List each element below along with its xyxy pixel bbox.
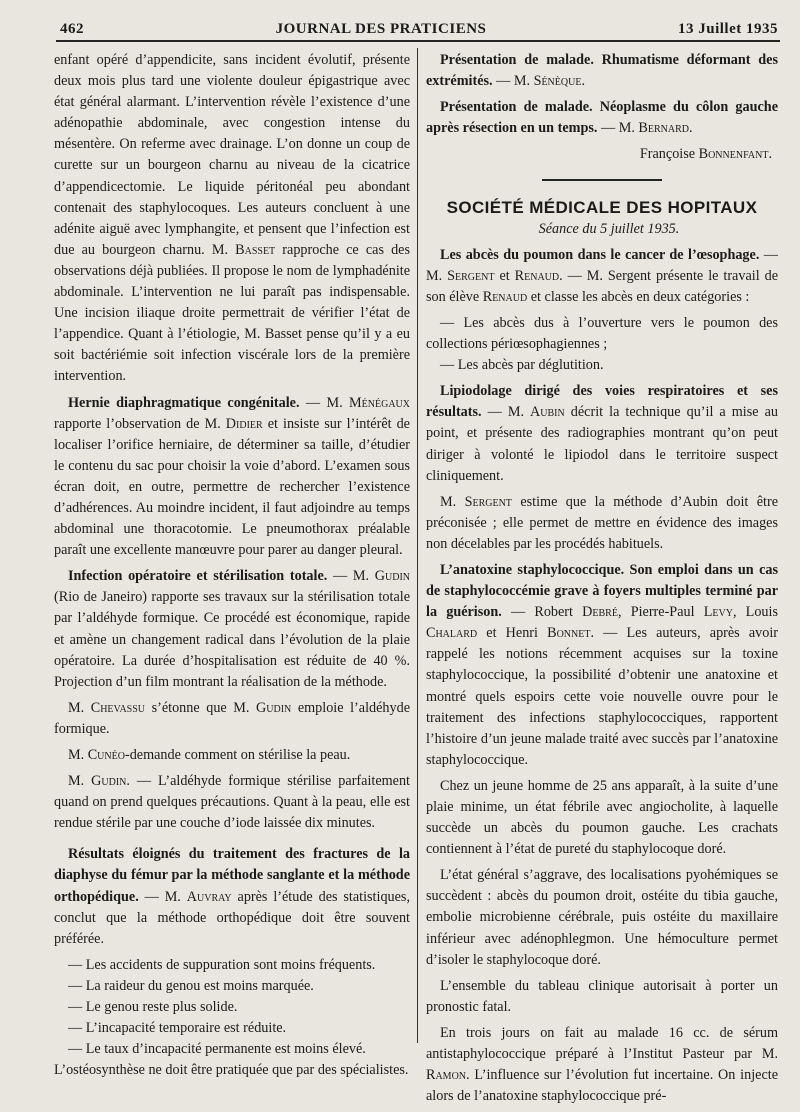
section-separator	[542, 179, 662, 181]
list-item: — Les abcès par déglutition.	[440, 357, 604, 374]
paragraph-anatoxine: L’anatoxine staphylococcique. Son emploi dans un cas de staphylococcémie grave à foyers multiples terminé par la guérison. — Robert Debré, Pierre-Paul Levy, Louis Chalard et Henri Bonnet. — Les auteurs, après avoir rappelé les notions récemment acquises sur la toxine staphylococcique, la possibilité d’obtenir une anatoxine et montré quels espoirs cette voie nouvelle ouvre pour le traitement des infections staphylococciques, rapportent l’histoire d’un jeune malade traité avec succès par l’anatoxine staphylococcique.	[426, 561, 778, 768]
section-title-rhumatisme: Présentation de malade. Rhumatisme déformant des extrémités.	[426, 52, 778, 90]
paragraph-hernie: Hernie diaphragmatique congénitale. — M. Ménégaux rapporte l’observation de M. Didier et insiste sur l’intérêt de localiser l’orifice herniaire, de déterminer sa taille, d’étudier le contenu du sac pour choisir la voie d’abord. L’examen sous écran doit, en outre, permettre de rechercher l’existence d’adhérences. Au moindre incident, il faut adjoindre au temps abdominal une thoracotomie. Le pneumothorax préalable paraît une excellente manœuvre pour parer au danger pleural.	[54, 394, 410, 559]
section-title-lipiodol: Lipiodolage dirigé des voies respiratoires et ses résultats.	[426, 383, 778, 421]
column-divider	[417, 48, 418, 1043]
running-header	[60, 14, 778, 38]
list-item: — Le taux d’incapacité permanente est moins élevé.	[68, 1041, 366, 1058]
journal-title: JOURNAL DES PRATICIENS	[275, 21, 487, 37]
paragraph-appendicite: enfant opéré d’appendicite, sans incident évolutif, présente deux mois plus tard une violente douleur épigastrique avec état général alarmant. L’intervention révèle l’existence d’une adénopathie abdominale, avec congestion intense du mésentère. On referme avec drainage. L’on donne un coup de curette sur un bourgeon charnu au niveau de la cicatrice d’appendicectomie. Le liquide péritonéal peu abondant contenait des staphylocoques. Les auteurs concluent à une adénite aiguë avec lymphangite, et pensent que l’infection est due au bourgeon charnu. M. Basset rapproche ce cas des observations déjà publiées. Il propose le nom de lymphadénite abdominale. L’intervention ne lui paraît pas indispensable. Une incision iliaque droite permettrait de vérifier l’état de l’appendice. Quant à l’étiologie, M. Basset pense qu’il y a eu soit bactériémie soit infection viscérale lors de la première intervention.	[54, 52, 411, 385]
paragraph-presentation-rhumatisme: Présentation de malade. Rhumatisme déformant des extrémités. — M. Sénèque.	[426, 52, 778, 90]
page-number: 462	[60, 21, 84, 37]
list-item: — Les abcès dus à l’ouverture vers le poumon des collections périœsophagiennes ;	[426, 314, 778, 353]
list-item: — Les accidents de suppuration sont moins fréquents.	[68, 956, 376, 973]
paragraph-lipiodol: Lipiodolage dirigé des voies respiratoires et ses résultats. — M. Aubin décrit la technique qu’il a mise au point, et présente des radiographies montrant qu’on peut diriger à volonté le lipiodol dans le territoire suspect cliniquement.	[426, 383, 778, 484]
paragraph-abces: Les abcès du poumon dans le cancer de l’œsophage. — M. Sergent et Renaud. — M. Sergent présente le travail de son élève Renaud et classe les abcès en deux catégories :	[426, 246, 778, 305]
paragraph-gudin-reply: M. Gudin. — L’aldéhyde formique stérilise parfaitement quand on prend quelques précautions. Quant à la peau, elle est rendue stérile par une couche d’iode laissée dix minutes.	[54, 773, 410, 832]
list-item: — La raideur du genou est moins marquée.	[68, 977, 314, 994]
paragraph-resultats: Résultats éloignés du traitement des fractures de la diaphyse du fémur par la méthode sanglante et la méthode orthopédique. — M. Auvray après l’étude des statistiques, conclut que la méthode orthopédique doit être souvent préférée.	[54, 846, 410, 947]
paragraph-infection: Infection opératoire et stérilisation totale. — M. Gudin (Rio de Janeiro) rapporte ses travaux sur la stérilisation totale par l’aldéhyde formique. Ce procédé est économique, rapide et amène un changement radical dans l’évolution de la plaie opératoire. La durée d’hospitalisation est réduite de 40 %. Projection d’un film montrant la réalisation de la méthode.	[54, 568, 410, 690]
left-column	[54, 50, 410, 1086]
paragraph-pronostic: L’ensemble du tableau clinique autorisait à porter un pronostic fatal.	[426, 977, 778, 1015]
section-title-infection: Infection opératoire et stérilisation totale.	[68, 568, 328, 585]
right-column	[426, 50, 778, 1112]
seance-date: Séance du 5 juillet 1935.	[538, 220, 680, 237]
list-item: — Le genou reste plus solide.	[68, 999, 238, 1016]
section-title-abces: Les abcès du poumon dans le cancer de l’œsophage.	[440, 246, 760, 263]
paragraph-cuneo: M. Cunéo-demande comment on stérilise la peau.	[68, 747, 351, 763]
section-title-resultats: Résultats éloignés du traitement des fractures de la diaphyse du fémur par la méthode sanglante et la méthode orthopédique.	[54, 846, 410, 905]
paragraph-serum: En trois jours on fait au malade 16 cc. de sérum antistaphylococcique préparé à l’Institut Pasteur par M. Ramon. L’influence sur l’évolution fut incertaine. On injecte alors de l’anatoxine staphylococcique pré-	[426, 1024, 778, 1105]
header-rule	[56, 40, 780, 42]
paragraph-chevassu: M. Chevassu s’étonne que M. Gudin emploie l’aldéhyde formique.	[54, 699, 410, 737]
paragraph-presentation-neoplasme: Présentation de malade. Néoplasme du côlon gauche après résection en un temps. — M. Bernard.	[426, 99, 778, 137]
list-item: — L’incapacité temporaire est réduite.	[68, 1020, 287, 1037]
issue-date: 13 Juillet 1935	[677, 21, 778, 37]
section-title-hernie: Hernie diaphragmatique congénitale.	[68, 394, 300, 411]
paragraph-jeune-homme: Chez un jeune homme de 25 ans apparaît, à la suite d’une plaie minime, un état fébrile avec angiocholite, à laquelle succède un abcès du poumon gauche. Les crachats contiennent à l’état de pureté du staphylocoque doré.	[426, 777, 778, 858]
paragraph-etat-general: L’état général s’aggrave, des localisations pyohémiques se succèdent : abcès du poumon droit, ostéite du tibia gauche, embolie microbienne cérébrale, puis ostéite du maxillaire inférieur avec adénophlegmon. Une hémoculture permet d’isoler le staphylocoque doré.	[426, 867, 778, 968]
section-title-anatoxine: L’anatoxine staphylococcique. Son emploi dans un cas de staphylococcémie grave à foyers multiples terminé par la guérison.	[426, 561, 778, 621]
section-title-neoplasme: Présentation de malade. Néoplasme du côlon gauche après résection en un temps.	[426, 99, 778, 137]
author-signature: Françoise Bonnenfant.	[639, 146, 772, 163]
paragraph-osteosynthese: L’ostéosynthèse ne doit être pratiquée que par des spécialistes.	[54, 1062, 409, 1079]
paragraph-sergent: M. Sergent estime que la méthode d’Aubin doit être préconisée ; elle permet de mettre en évidence des images non décelables par les procédés habituels.	[426, 493, 778, 552]
society-heading: SOCIÉTÉ MÉDICALE DES HOPITAUX	[446, 198, 758, 218]
